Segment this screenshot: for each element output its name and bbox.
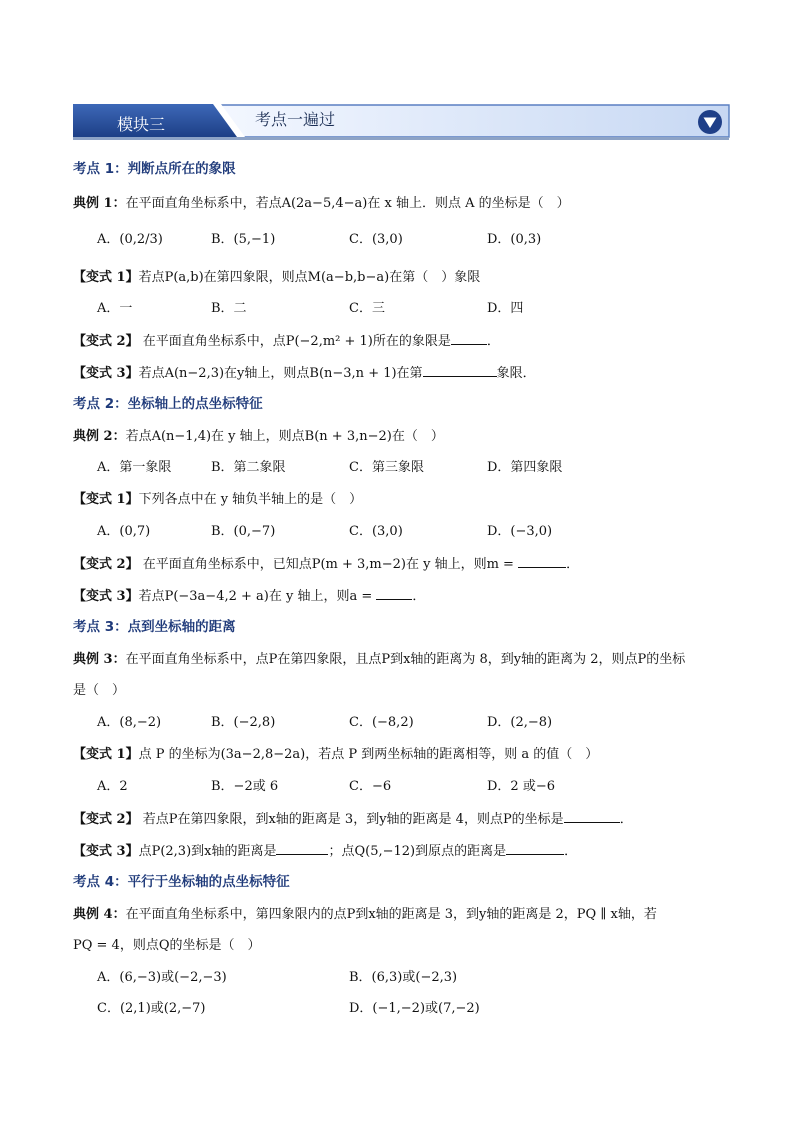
option-d[interactable]: D．(−3,0)	[487, 524, 553, 539]
example-4-continued: PQ = 4，则点Q的坐标是（ ）	[73, 938, 261, 953]
option-b[interactable]: B．(5,−1)	[211, 232, 276, 247]
banner-background	[73, 104, 731, 140]
option-a[interactable]: A．2	[97, 779, 128, 794]
variant-tag: 【变式 3】	[73, 844, 139, 859]
variant-tag: 【变式 2】	[73, 334, 139, 349]
answer-blank[interactable]	[276, 842, 328, 855]
option-d[interactable]: D．(0,3)	[487, 232, 542, 247]
option-b[interactable]: B．(0,−7)	[211, 524, 276, 539]
question-text: 在平面直角坐标系中，点P(−2,m² + 1)所在的象限是	[138, 334, 451, 349]
option-d[interactable]: D．(2,−8)	[487, 715, 553, 730]
example-2	[73, 428, 444, 446]
variant-3-1	[73, 746, 598, 764]
question-text: 下列各点中在 y 轴负半轴上的是（ ）	[138, 492, 363, 507]
variant-1-2: 【变式 2】 在平面直角坐标系中，点P(−2,m² + 1)所在的象限是 ．	[73, 334, 500, 349]
answer-blank[interactable]	[423, 364, 497, 377]
option-a[interactable]: A．第一象限	[97, 460, 172, 475]
question-text: 在平面直角坐标系中，点P在第四象限，且点P到x轴的距离为 8，到y轴的距离为 2，则点P的坐标	[125, 652, 686, 667]
section-heading-3: 考点 3：点到坐标轴的距离	[73, 619, 236, 635]
option-d[interactable]: D．四	[487, 301, 524, 316]
question-text: 点 P 的坐标为(3a−2,8−2a)，若点 P 到两坐标轴的距离相等，则 a 的值（ ）	[138, 747, 599, 762]
example-tag: 典例 3：	[73, 652, 126, 667]
question-text: 若点P(a,b)在第四象限，则点M(a−b,b−a)在第（ ）象限	[138, 270, 481, 285]
option-d[interactable]: D．第四象限	[487, 460, 563, 475]
question-text: 点P(2,3)到x轴的距离是	[138, 844, 277, 859]
answer-blank[interactable]	[564, 810, 620, 823]
variant-tag: 【变式 3】	[73, 366, 139, 381]
answer-blank[interactable]	[506, 842, 564, 855]
variant-1-1	[73, 269, 480, 287]
section-heading-4: 考点 4：平行于坐标轴的点坐标特征	[73, 874, 290, 890]
variant-1-3: 【变式 3】若点A(n−2,3)在y轴上，则点B(n−3,n + 1)在第 象限．	[73, 366, 536, 381]
question-text: 若点A(n−2,3)在y轴上，则点B(n−3,n + 1)在第	[138, 366, 423, 381]
section-heading-1: 考点 1：判断点所在的象限	[73, 161, 236, 177]
variant-tag: 【变式 1】	[73, 747, 139, 762]
example-tag: 典例 4：	[73, 907, 126, 922]
question-text: 若点P(−3a−4,2 + a)在 y 轴上，则a =	[138, 589, 377, 604]
module-banner	[73, 104, 731, 140]
option-d[interactable]: D．2 或−6	[487, 779, 555, 794]
example-1	[73, 195, 570, 213]
option-a[interactable]: A．(8,−2)	[97, 715, 162, 730]
example-tag: 典例 2：	[73, 429, 126, 444]
triangle-down-circle-icon[interactable]	[697, 109, 723, 135]
question-text: 在平面直角坐标系中，第四象限内的点P到x轴的距离是 3，到y轴的距离是 2，PQ ∥ x轴，若	[125, 907, 657, 922]
section-heading-2: 考点 2：坐标轴上的点坐标特征	[73, 396, 263, 412]
question-text: 在平面直角坐标系中，已知点P(m + 3,m−2)在 y 轴上，则m =	[138, 557, 519, 572]
variant-2-3: 【变式 3】若点P(−3a−4,2 + a)在 y 轴上，则a = ．	[73, 589, 426, 604]
answer-blank[interactable]	[518, 555, 566, 568]
variant-2-2: 【变式 2】 在平面直角坐标系中，已知点P(m + 3,m−2)在 y 轴上，则m = ．	[73, 557, 580, 572]
variant-2-1	[73, 491, 362, 509]
option-a[interactable]: A．(6,−3)或(−2,−3)	[97, 970, 227, 985]
variant-tag: 【变式 2】	[73, 812, 139, 827]
option-c[interactable]: C．−6	[349, 779, 392, 794]
module-title: 考点一遍过	[255, 110, 336, 129]
option-b[interactable]: B．(−2,8)	[211, 715, 276, 730]
option-c[interactable]: C．(3,0)	[349, 524, 403, 539]
option-a[interactable]: A．(0,7)	[97, 524, 151, 539]
variant-tag: 【变式 3】	[73, 589, 139, 604]
example-4	[73, 906, 657, 924]
variant-3-2: 【变式 2】 若点P在第四象限，到x轴的距离是 3，到y轴的距离是 4，则点P的坐标是 ．	[73, 812, 633, 827]
question-text: 在平面直角坐标系中，若点A(2a−5,4−a)在 x 轴上．则点 A 的坐标是（ ）	[125, 196, 570, 211]
module-label: 模块三	[117, 115, 166, 134]
option-b[interactable]: B．(6,3)或(−2,3)	[349, 970, 458, 985]
variant-tag: 【变式 1】	[73, 270, 139, 285]
option-d[interactable]: D．(−1,−2)或(7,−2)	[349, 1001, 480, 1016]
question-text: 若点P在第四象限，到x轴的距离是 3，到y轴的距离是 4，则点P的坐标是	[138, 812, 564, 827]
option-c[interactable]: C．第三象限	[349, 460, 424, 475]
variant-3-3: 【变式 3】点P(2,3)到x轴的距离是 ；点Q(5,−12)到原点的距离是 ．	[73, 844, 578, 859]
option-c[interactable]: C．(2,1)或(2,−7)	[97, 1001, 206, 1016]
option-c[interactable]: C．(3,0)	[349, 232, 403, 247]
option-b[interactable]: B．第二象限	[211, 460, 286, 475]
variant-tag: 【变式 2】	[73, 557, 139, 572]
answer-blank[interactable]	[451, 332, 487, 345]
example-3-continued: 是（ ）	[73, 683, 126, 698]
option-b[interactable]: B．二	[211, 301, 247, 316]
example-tag: 典例 1：	[73, 196, 126, 211]
question-text: 若点A(n−1,4)在 y 轴上，则点B(n + 3,n−2)在（ ）	[125, 429, 444, 444]
option-c[interactable]: C．三	[349, 301, 385, 316]
option-c[interactable]: C．(−8,2)	[349, 715, 414, 730]
option-a[interactable]: A．一	[97, 301, 133, 316]
answer-blank[interactable]	[376, 587, 412, 600]
variant-tag: 【变式 1】	[73, 492, 139, 507]
example-3	[73, 651, 685, 669]
option-b[interactable]: B．−2或 6	[211, 779, 279, 794]
option-a[interactable]: A．(0,2/3)	[97, 232, 163, 247]
